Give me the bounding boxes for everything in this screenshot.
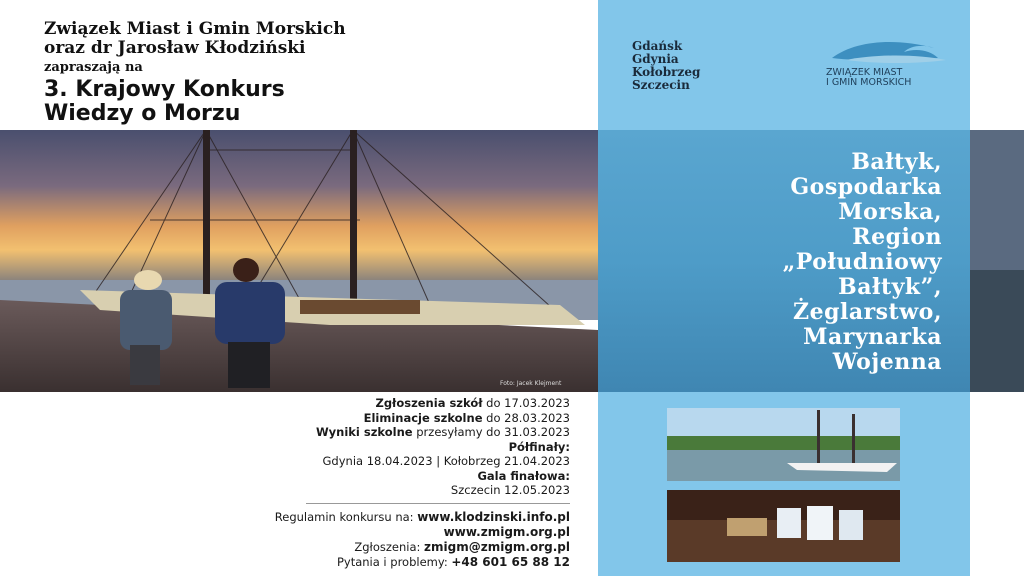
schedule-block — [180, 396, 570, 498]
topic-item: Żeglarstwo, — [793, 299, 942, 325]
cities-list — [632, 40, 700, 92]
email-link[interactable]: zmigm@zmigm.org.pl — [424, 540, 570, 554]
topic-item: Marynarka — [803, 324, 942, 350]
city-item: Gdynia — [632, 52, 679, 66]
topic-item: Bałtyk, — [851, 149, 942, 175]
contest-title-line-1: 3. Krajowy Konkurs — [44, 77, 285, 102]
invite-text: zapraszają na — [44, 60, 143, 75]
city-item: Gdańsk — [632, 39, 683, 53]
city-item: Szczecin — [632, 78, 690, 92]
site-link[interactable]: www.zmigm.org.pl — [443, 525, 570, 539]
organizers-heading — [44, 20, 584, 58]
apply-row: Zgłoszenia: zmigm@zmigm.org.pl — [354, 540, 570, 554]
phone-link[interactable]: +48 601 65 88 12 — [451, 555, 570, 569]
topic-item: Region — [852, 224, 942, 250]
schedule-row: Półfinały: — [508, 439, 570, 454]
schedule-row: Gala finałowa: — [477, 468, 570, 483]
site-row — [120, 525, 570, 540]
topic-item: Bałtyk”, — [838, 274, 942, 300]
rules-link[interactable]: www.klodzinski.info.pl — [417, 510, 570, 524]
schedule-row: Zgłoszenia szkół do 17.03.2023 — [375, 396, 570, 410]
photo-credit: Foto: Jacek Klejment — [500, 380, 562, 387]
contest-title-line-2: Wiedzy o Morzu — [44, 101, 241, 126]
schedule-row: Wyniki szkolne przesyłamy do 31.03.2023 — [315, 425, 570, 439]
prizes-table-photo — [667, 490, 900, 562]
topic-item: Wojenna — [832, 349, 942, 375]
organizers-line-1: Związek Miast i Gmin Morskich — [44, 19, 346, 39]
questions-row: Pytania i problemy: +48 601 65 88 12 — [336, 555, 570, 569]
wave-logo-icon — [826, 36, 956, 68]
logo-text-line-2: I GMIN MORSKICH — [826, 77, 912, 88]
contest-title — [44, 78, 584, 126]
city-item: Kołobrzeg — [632, 65, 701, 79]
topics-list — [612, 150, 942, 375]
topic-item: Morska, — [838, 199, 942, 225]
organizers-line-2: oraz dr Jarosław Kłodziński — [44, 38, 306, 58]
rules-row: Regulamin konkursu na: www.klodzinski.info.pl — [274, 510, 570, 524]
divider — [306, 503, 570, 504]
contacts-block — [120, 510, 570, 570]
schedule-row: Szczecin 12.05.2023 — [450, 483, 570, 497]
schedule-row: Eliminacje szkolne do 28.03.2023 — [363, 410, 570, 425]
topic-item: „Południowy — [782, 249, 942, 275]
logo-text-line-1: ZWIĄZEK MIAST — [826, 67, 903, 78]
topic-item: Gospodarka — [790, 174, 942, 200]
boat-beach-photo — [667, 408, 900, 481]
sailing-ship-photo — [0, 130, 598, 392]
schedule-row: Gdynia 18.04.2023 | Kołobrzeg 21.04.2023 — [322, 454, 570, 468]
zmigm-logo — [826, 36, 956, 96]
